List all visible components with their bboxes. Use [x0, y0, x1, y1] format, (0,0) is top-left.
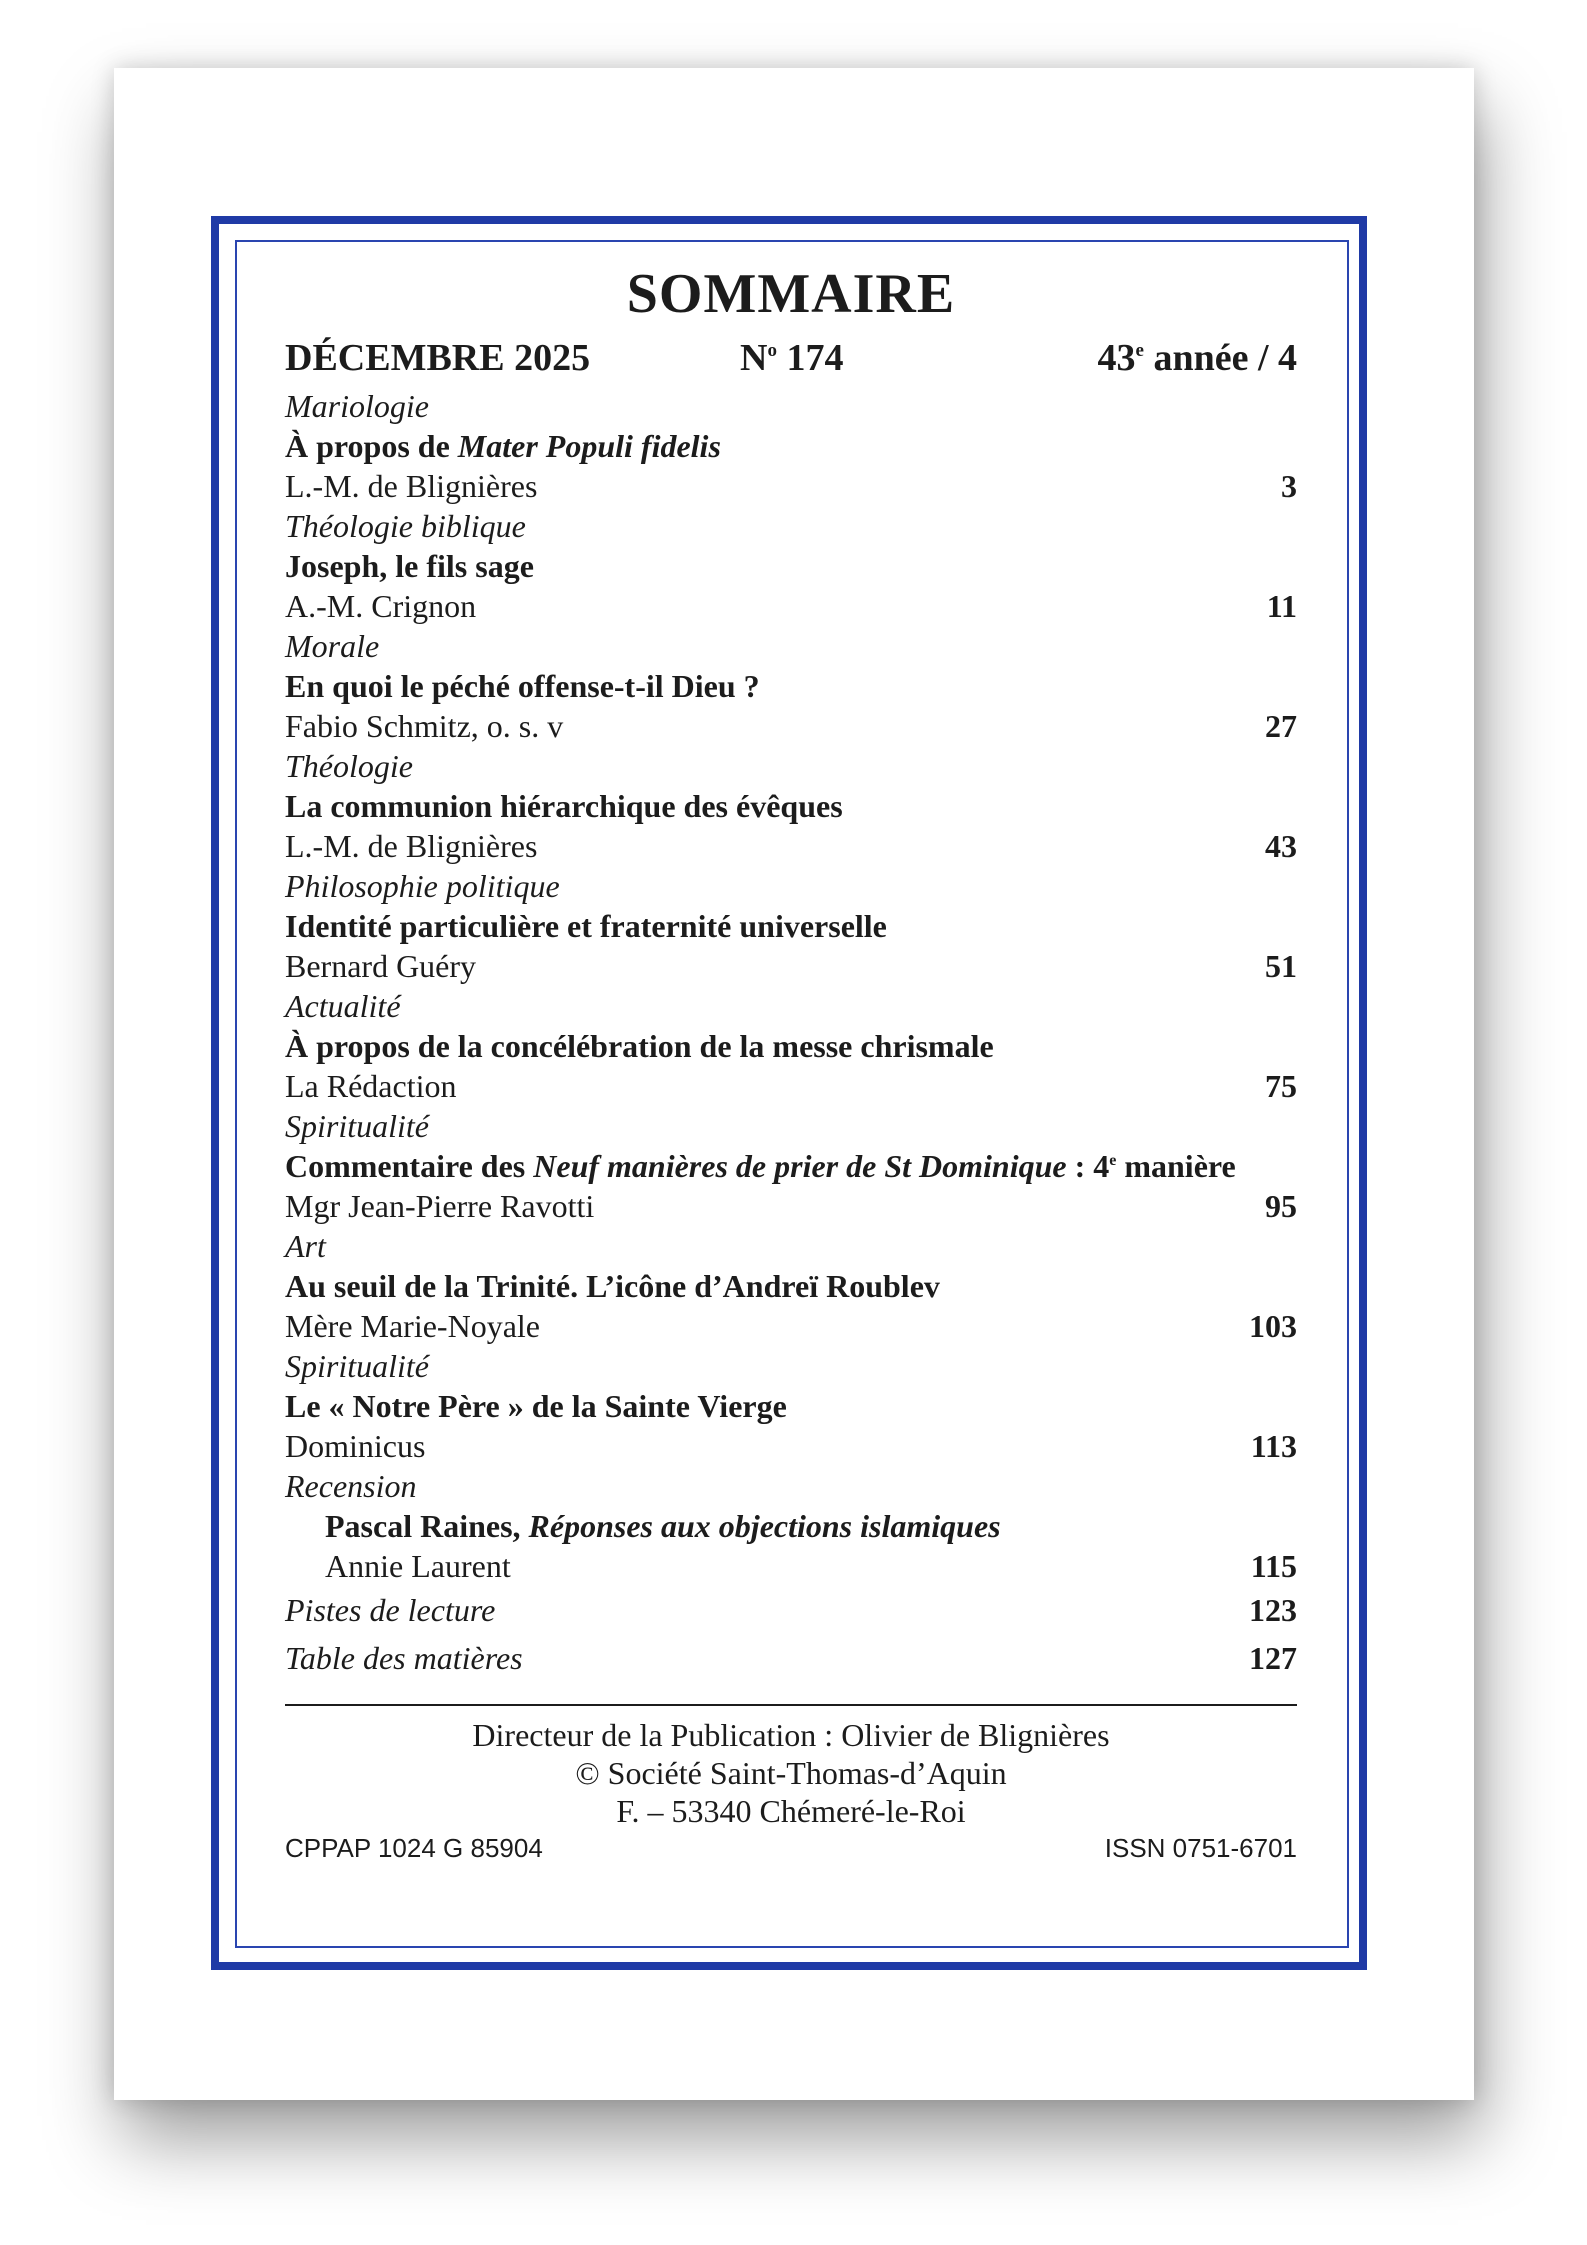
entry-rubric: Spiritualité: [285, 1348, 429, 1384]
tail-entry: [285, 1634, 1297, 1682]
entry-title: Au seuil de la Trinité. L’icône d’Andreï Roublev: [285, 1268, 940, 1304]
address-line: F. – 53340 Chémeré-le-Roi: [616, 1793, 966, 1829]
entry-author-row: [285, 1186, 1297, 1226]
toc-entry: [285, 626, 1297, 746]
issue-line: [285, 330, 1297, 386]
entry-author: Bernard Guéry: [285, 948, 477, 984]
entry-author-row: [285, 586, 1297, 626]
issue-date: DÉCEMBRE 2025: [285, 337, 591, 379]
entry-author-row: [285, 1306, 1297, 1346]
entry-author-row: [285, 466, 1297, 506]
year-rest: année / 4: [1143, 337, 1297, 379]
toc-entry: [285, 746, 1297, 866]
entry-rubric: Spiritualité: [285, 1108, 429, 1144]
toc-entry: [285, 986, 1297, 1106]
year-sup: e: [1135, 339, 1144, 361]
issue-number-prefix: N: [740, 337, 768, 379]
issue-number-value: 174: [776, 337, 844, 379]
year-number: 43: [1097, 337, 1136, 379]
registration-codes: [285, 1830, 1297, 1866]
issue-number: [740, 330, 843, 386]
entry-author: La Rédaction: [285, 1068, 457, 1104]
entry-title-italic: Neuf manières de prier de St Dominique: [533, 1148, 1067, 1184]
issue-year: [1098, 330, 1298, 386]
toc-entry: [285, 1226, 1297, 1346]
tail-entry-label: Table des matières: [285, 1640, 523, 1676]
issue-number-sup: o: [767, 339, 777, 361]
page-title: SOMMAIRE: [626, 263, 956, 325]
entry-author-row: [285, 706, 1297, 746]
entry-title: [285, 426, 1297, 466]
entry-author: Annie Laurent: [325, 1548, 511, 1584]
tail-entry-page: 127: [1249, 1640, 1297, 1676]
entry-author: L.-M. de Blignières: [285, 468, 538, 504]
entry-author-row: [285, 946, 1297, 986]
toc-entry: [285, 1106, 1297, 1226]
entry-page-number: 113: [1250, 1428, 1297, 1464]
entry-title: Joseph, le fils sage: [285, 548, 534, 584]
entry-page-number: 3: [1281, 468, 1297, 504]
tail-entry-page: 123: [1249, 1592, 1297, 1628]
copyright-line: © Société Saint-Thomas-d’Aquin: [575, 1755, 1007, 1791]
table-of-contents: [285, 258, 1297, 1866]
entry-title: La communion hiérarchique des évêques: [285, 788, 843, 824]
publication-director: Directeur de la Publication : Olivier de Blignières: [472, 1717, 1110, 1753]
issn-code: ISSN 0751-6701: [1104, 1833, 1297, 1863]
entry-rubric: Recension: [285, 1468, 417, 1504]
entry-title-part: Commentaire des: [285, 1148, 534, 1184]
entry-title-part: manière: [1116, 1148, 1236, 1184]
toc-entry: [285, 1346, 1297, 1466]
entry-author: A.-M. Crignon: [285, 588, 477, 624]
entry-page-number: 27: [1265, 708, 1297, 744]
tail-entry-label: Pistes de lecture: [285, 1592, 496, 1628]
entry-title: À propos de la concélébration de la messe chrismale: [285, 1028, 994, 1064]
entry-rubric: Philosophie politique: [285, 868, 560, 904]
entry-author: Fabio Schmitz, o. s. v: [285, 708, 564, 744]
entry-title: [285, 1506, 1297, 1546]
entry-author: Mère Marie-Noyale: [285, 1308, 540, 1344]
entry-title-part: À propos de: [285, 428, 458, 464]
entry-rubric: Morale: [285, 628, 380, 664]
entry-title-sup: e: [1109, 1152, 1117, 1169]
entry-author-row: [285, 1066, 1297, 1106]
toc-entry-review: [285, 1466, 1297, 1586]
entry-title-italic: Réponses aux objections islamiques: [528, 1508, 1001, 1544]
entry-rubric: Art: [285, 1228, 326, 1264]
entry-page-number: 95: [1265, 1188, 1297, 1224]
entry-author-row: [285, 1426, 1297, 1466]
entry-author: L.-M. de Blignières: [285, 828, 538, 864]
entry-page-number: 75: [1265, 1068, 1297, 1104]
entry-title-part: : 4: [1066, 1148, 1110, 1184]
entry-rubric: Actualité: [285, 988, 401, 1024]
entry-author: Mgr Jean-Pierre Ravotti: [285, 1188, 595, 1224]
entry-title: En quoi le péché offense-t-il Dieu ?: [285, 668, 760, 704]
tail-entry: [285, 1586, 1297, 1634]
toc-entry: [285, 866, 1297, 986]
toc-entry: [285, 506, 1297, 626]
entry-rubric: Théologie: [285, 748, 413, 784]
entry-title-part: Pascal Raines,: [325, 1508, 529, 1544]
entry-title-italic: Mater Populi fidelis: [457, 428, 721, 464]
entry-author-row: [285, 826, 1297, 866]
entry-title: Identité particulière et fraternité universelle: [285, 908, 887, 944]
entry-page-number: 11: [1266, 588, 1297, 624]
entry-author-row: [285, 1546, 1297, 1586]
entry-rubric: Théologie biblique: [285, 508, 526, 544]
entry-page-number: 103: [1249, 1308, 1297, 1344]
entry-page-number: 43: [1265, 828, 1297, 864]
entry-rubric: Mariologie: [285, 388, 429, 424]
entry-title: Le « Notre Père » de la Sainte Vierge: [285, 1388, 787, 1424]
entry-page-number: 115: [1250, 1548, 1297, 1584]
cppap-code: CPPAP 1024 G 85904: [285, 1833, 543, 1863]
toc-entry: [285, 386, 1297, 506]
entry-page-number: 51: [1265, 948, 1297, 984]
entry-author: Dominicus: [285, 1428, 426, 1464]
footer-divider: [285, 1704, 1297, 1706]
entry-title: [285, 1146, 1297, 1186]
